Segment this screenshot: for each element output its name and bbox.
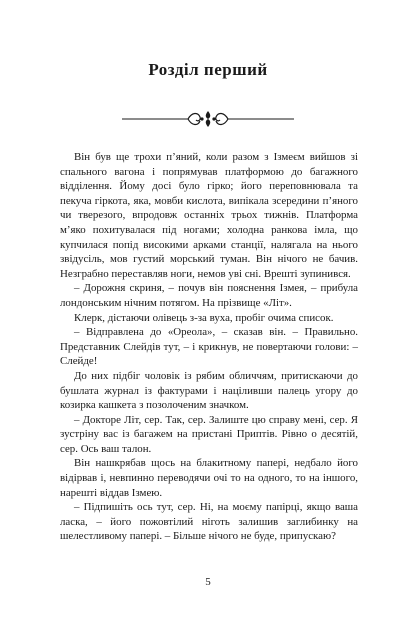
paragraph: Клерк, дістаючи олівець з-за вуха, пробіг очима список.: [74, 311, 334, 324]
paragraph: Він був ще трохи п’яний, коли разом з Ізмеєм вийшов зі спального вагона і попрямував платформою до багажного відділення. Йому досі було гірко; його переповнювала та пекуча гіркота, яка, мовби кислота, випікала зсередини п’яного чи тверезого, впродовж останніх трьох тижнів. Платформа м’яко похитувалася під ногами; холодна ранкова імла, що купчилася попід високими арками станції, налягала на нього звідусіль, мов густий морський туман. Він нічого не бачив. Незграбно переставляв ноги, немов уві сні. Врешті зупинився.: [60, 151, 358, 280]
paragraph: Він нашкрябав щось на блакитному папері, недбало його відірвав і, невпинно переводячи очі то на одного, то на іншого, нарешті віддав Ізмею.: [60, 457, 358, 499]
page-number: 5: [205, 576, 211, 588]
paragraph: До них підбіг чоловік із рябим обличчям, притискаючи до бушлата журнал із фактурами і націливши палець угору до козирка кашкета з позолоченим значком.: [60, 369, 358, 412]
decorative-flourish-icon: [118, 109, 298, 129]
paragraph: – Відправлена до «Ореола», – сказав він. – Правильно. Представник Слейдів тут, – і крикнув, не повертаючи голови: – Слейде!: [60, 326, 358, 368]
chapter-title: Розділ перший: [148, 60, 268, 79]
body-text: [60, 150, 358, 544]
paragraph: – Докторе Літ, сер. Так, сер. Залиште цю справу мені, сер. Я зустріну вас із багажем на пристані Приптів. Рівно о десятій, сер. Ось ваш талон.: [60, 413, 358, 455]
paragraph: – Підпишіть ось тут, сер. Ні, на моєму папірці, якщо ваша ласка, – його пожовтілий ніготь залишив заглибинку на шелестливому папері. – Більше нічого не буде, припускаю?: [60, 501, 358, 543]
paragraph: – Дорожня скриня, – почув він пояснення Ізмея, – прибула лондонським нічним потягом. На прізвище «Літ».: [60, 282, 358, 309]
